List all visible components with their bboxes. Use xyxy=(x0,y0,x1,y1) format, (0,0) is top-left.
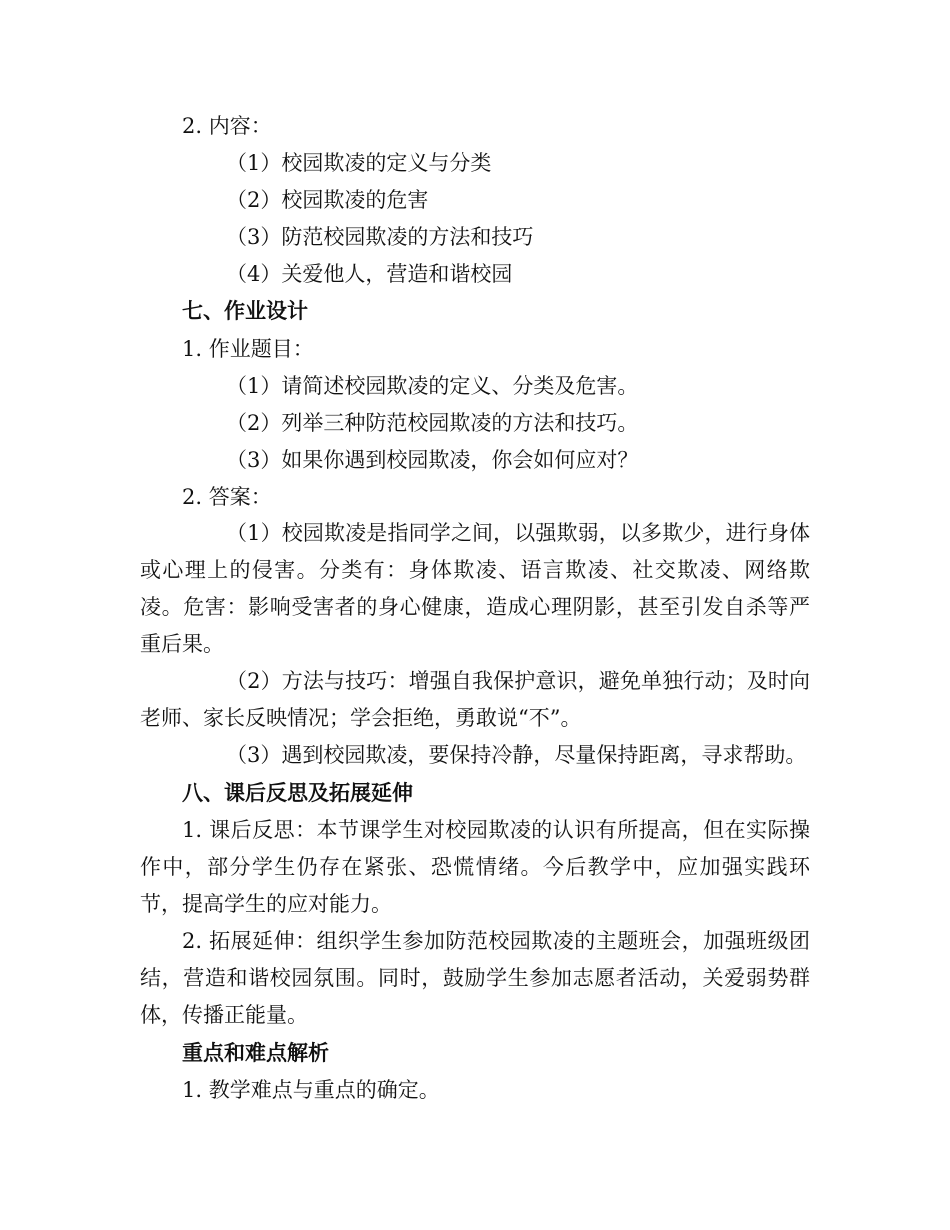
homework-item-2: （2）列举三种防范校园欺凌的方法和技巧。 xyxy=(226,411,639,435)
answer-2-text: （2）方法与技巧：增强自我保护意识，避免单独行动；及时向老师、家长反映情况；学会拒绝，勇敢说“不”。 xyxy=(140,669,810,730)
content-label: 2. 内容： xyxy=(182,114,272,138)
extension-text: 2. 拓展延伸：组织学生参加防范校园欺凌的主题班会，加强班级团结，营造和谐校园氛围。同时，鼓励学生参加志愿者活动，关爱弱势群体，传播正能量。 xyxy=(140,929,810,1027)
reflection-text: 1. 课后反思：本节课学生对校园欺凌的认识有所提高，但在实际操作中，部分学生仍存在紧张、恐慌情绪。今后教学中，应加强实践环节，提高学生的应对能力。 xyxy=(140,818,810,916)
homework-label: 1. 作业题目： xyxy=(182,337,314,361)
content-item-2: （2）校园欺凌的危害 xyxy=(226,188,429,212)
section-7-heading: 七、作业设计 xyxy=(182,299,308,323)
reflection-paragraph xyxy=(140,812,810,923)
homework-item-1: （1）请简述校园欺凌的定义、分类及危害。 xyxy=(226,374,639,398)
extension-paragraph xyxy=(140,923,810,1034)
answer-label: 2. 答案： xyxy=(182,485,272,509)
content-item-3: （3）防范校园欺凌的方法和技巧 xyxy=(226,225,534,249)
answer-2-paragraph xyxy=(140,663,810,737)
answer-1-text: （1）校园欺凌是指同学之间，以强欺弱，以多欺少，进行身体或心理上的侵害。分类有：身体欺凌、语言欺凌、社交欺凌、网络欺凌。危害：影响受害者的身心健康，造成心理阴影，甚至引发自杀等严重后果。 xyxy=(140,521,810,656)
section-8-heading: 八、课后反思及拓展延伸 xyxy=(182,781,413,805)
key-points-heading: 重点和难点解析 xyxy=(182,1041,329,1065)
content-item-1: （1）校园欺凌的定义与分类 xyxy=(226,151,492,175)
homework-item-3: （3）如果你遇到校园欺凌，你会如何应对？ xyxy=(226,448,639,472)
key-point-item-1: 1. 教学难点与重点的确定。 xyxy=(182,1078,440,1102)
content-item-4: （4）关爱他人，营造和谐校园 xyxy=(226,262,513,286)
answer-3-text: （3）遇到校园欺凌，要保持冷静，尽量保持距离，寻求帮助。 xyxy=(226,743,807,767)
answer-1-paragraph xyxy=(140,515,810,663)
